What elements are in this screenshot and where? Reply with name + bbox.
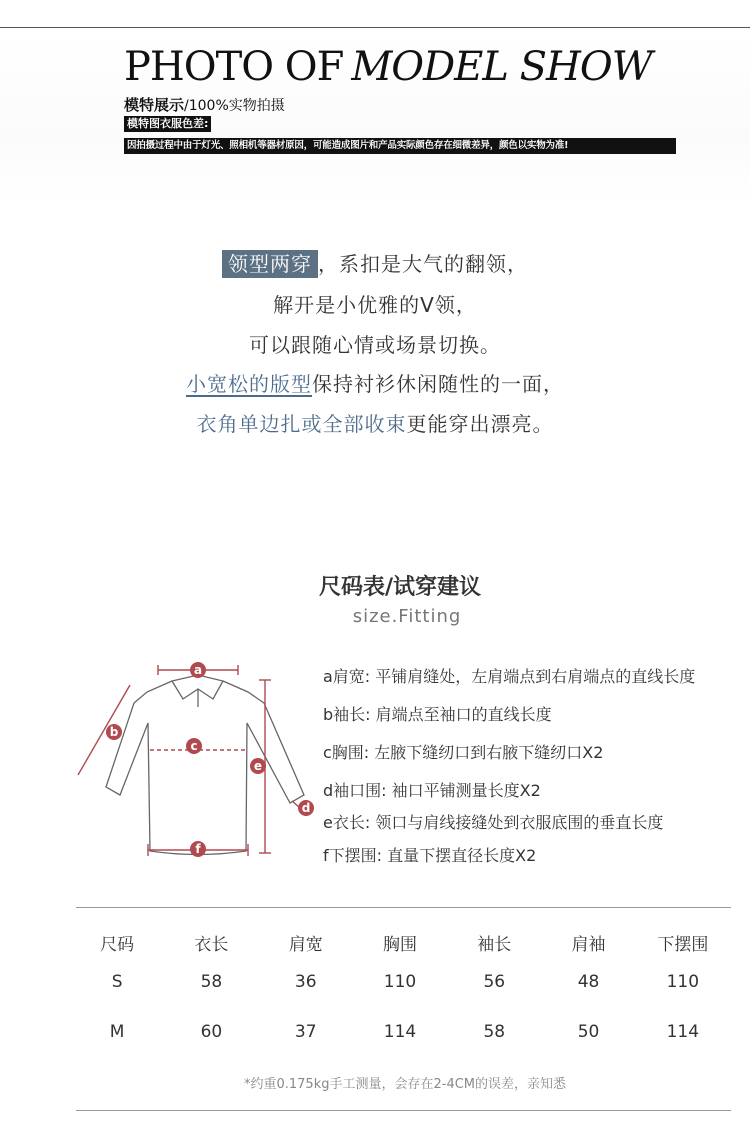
table-cell: 114	[383, 1022, 417, 1042]
legend-a: a肩宽: 平铺肩缝处，左肩端点到右肩端点的直线长度	[323, 667, 696, 686]
subtitle-bold: 模特展示	[124, 96, 185, 114]
table-cell: 36	[294, 972, 317, 992]
table-cell: 37	[294, 1022, 317, 1042]
table-row	[70, 1022, 730, 1052]
marker-e-label: e	[253, 759, 263, 773]
table-bottom-divider	[76, 1110, 731, 1111]
shirt-outline-icon	[106, 675, 304, 855]
table-cell: 48	[577, 972, 600, 992]
table-header-cell: 袖长	[477, 935, 512, 955]
marker-a-label: a	[193, 663, 203, 677]
legend-d: d袖口围: 袖口平铺测量长度X2	[323, 781, 541, 800]
marker-f-label: f	[195, 842, 201, 856]
table-cell: 110	[383, 972, 417, 992]
legend-e: e衣长: 领口与肩线接缝处到衣服底围的垂直长度	[323, 813, 664, 832]
legend-f: f下摆围: 直量下摆直径长度X2	[323, 846, 537, 865]
subtitle-rest: /100%实物拍摄	[184, 98, 285, 114]
subtitle	[124, 94, 285, 115]
desc-line-3: 可以跟随心情或场景切换。	[249, 333, 501, 357]
desc-line-4-rest: 保持衬衫休闲随性的一面，	[312, 372, 564, 396]
table-header-cell: 胸围	[382, 935, 417, 955]
shirt-measure-diagram	[70, 655, 320, 870]
desc-line-1	[0, 248, 750, 277]
collar-tag: 领型两穿	[222, 250, 318, 278]
marker-d-label: d	[301, 801, 311, 815]
table-top-divider	[76, 907, 731, 908]
desc-line-5	[0, 408, 750, 437]
table-header-cell: 尺码	[100, 935, 135, 955]
table-cell: 114	[666, 1022, 700, 1042]
desc-line-4	[0, 368, 750, 397]
color-diff-notice: 因拍摄过程中由于灯光、照相机等器材原因，可能造成图片和产品实际颜色存在细微差异，颜色以实物为准!	[124, 138, 676, 154]
color-diff-label: 模特图衣服色差:	[124, 116, 211, 132]
table-header-cell: 衣长	[194, 935, 229, 955]
table-cell: 110	[666, 972, 700, 992]
table-cell: S	[111, 972, 123, 992]
table-cell: 60	[200, 1022, 223, 1042]
table-header-cell: 肩袖	[571, 935, 606, 955]
desc-line-2: 解开是小优雅的V领，	[273, 293, 477, 317]
title-bold: PHOTO OF	[124, 44, 344, 90]
measure-lines	[78, 665, 308, 856]
table-cell: M	[109, 1022, 125, 1042]
size-chart-subtitle: size.Fitting	[352, 606, 462, 627]
table-row	[70, 972, 730, 1002]
marker-c-label: c	[190, 739, 198, 753]
desc-line-5-highlight: 衣角单边扎或全部收束	[196, 412, 407, 436]
table-header-cell: 下摆围	[657, 935, 709, 955]
measurement-note: *约重0.175kg手工测量，会存在2-4CM的误差，亲知悉	[243, 1077, 567, 1092]
size-chart-title: 尺码表/试穿建议	[318, 575, 482, 600]
desc-line-4-highlight: 小宽松的版型	[186, 372, 312, 396]
table-cell: 58	[483, 1022, 506, 1042]
measure-markers	[106, 662, 314, 857]
table-cell: 50	[577, 1022, 600, 1042]
table-cell: 56	[483, 972, 506, 992]
desc-line-1-rest: ，系扣是大气的翻领，	[318, 252, 528, 276]
title-italic: MODEL SHOW	[351, 44, 652, 90]
legend-c: c胸围: 左腋下缝纫口到右腋下缝纫口X2	[323, 743, 604, 762]
desc-line-5-rest: 更能穿出漂亮。	[406, 412, 554, 436]
table-cell: 58	[200, 972, 223, 992]
legend-b: b袖长: 肩端点至袖口的直线长度	[323, 705, 552, 724]
marker-b-label: b	[109, 725, 119, 739]
table-header-row	[70, 930, 730, 960]
table-header-cell: 肩宽	[288, 935, 323, 955]
page-title	[124, 44, 652, 90]
